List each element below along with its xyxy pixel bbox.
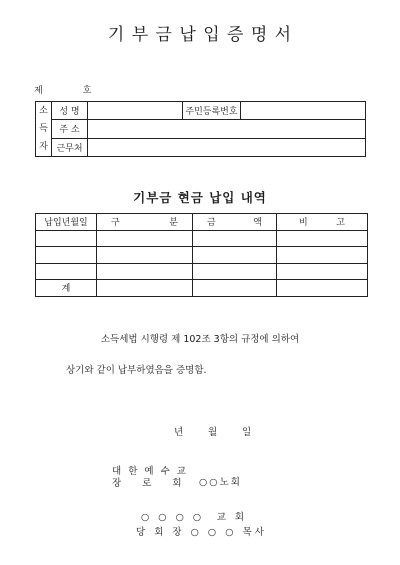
date-month-label: 월 xyxy=(208,427,218,438)
side-label-char: 득 xyxy=(39,123,48,134)
doc-number-suffix: 호 xyxy=(82,86,92,96)
cell-note xyxy=(277,263,368,280)
rrn-label: 주민등록번호 xyxy=(183,102,241,120)
address-value xyxy=(88,120,366,138)
taxpayer-row-workplace xyxy=(36,138,366,156)
taxpayer-row-address xyxy=(36,120,366,138)
table-row xyxy=(36,230,368,247)
taxpayer-side-label xyxy=(36,102,52,157)
header-note-char: 비 xyxy=(299,218,308,229)
workplace-label: 근무처 xyxy=(52,138,88,156)
taxpayer-row-name xyxy=(36,102,366,120)
cell-amount xyxy=(193,247,277,264)
session-chair-signature: 당 회 장 ○ ○ ○ 목사 xyxy=(136,527,267,538)
total-label: 계 xyxy=(36,280,97,297)
total-row xyxy=(36,280,368,297)
cell-amount xyxy=(193,230,277,247)
table-row xyxy=(36,247,368,264)
certification-line: 상기와 같이 납부하였음을 증명함. xyxy=(66,365,207,376)
name-value xyxy=(88,102,183,120)
organization-line-1: 대 한 예 수 교 xyxy=(112,466,188,477)
doc-number-prefix: 제 xyxy=(34,86,43,96)
header-amount-char: 액 xyxy=(253,218,262,229)
header-note xyxy=(277,214,368,231)
total-category xyxy=(97,280,193,297)
document-title: 기 부 금 납 입 증 명 서 xyxy=(107,25,293,45)
side-label-char: 자 xyxy=(39,141,48,152)
contribution-header-row xyxy=(36,214,368,231)
cell-note xyxy=(277,230,368,247)
cell-date xyxy=(36,230,97,247)
table-row xyxy=(36,263,368,280)
rrn-value xyxy=(241,102,366,120)
header-date: 납입년월일 xyxy=(36,214,97,231)
date-day-label: 일 xyxy=(242,427,252,438)
cell-category xyxy=(97,247,193,264)
section-title: 기부금 현금 납입 내역 xyxy=(133,190,267,205)
address-label: 주 소 xyxy=(52,120,88,138)
cell-date xyxy=(36,247,97,264)
signature-organization xyxy=(112,466,191,490)
cell-date xyxy=(36,263,97,280)
total-note xyxy=(277,280,368,297)
presbytery-name: ○○노회 xyxy=(199,477,242,488)
header-amount-char: 금 xyxy=(207,218,216,229)
church-name: ○ ○ ○ ○ 교 회 xyxy=(141,512,248,523)
header-amount xyxy=(193,214,277,231)
header-category-char: 분 xyxy=(169,218,178,229)
document-number xyxy=(34,83,91,96)
side-label-char: 소 xyxy=(39,105,48,116)
statute-line: 소득세법 시행령 제 102조 3항의 규정에 의하여 xyxy=(100,334,300,345)
workplace-value xyxy=(88,138,366,156)
taxpayer-info-table xyxy=(35,101,366,157)
header-category-char: 구 xyxy=(111,218,120,229)
cell-category xyxy=(97,263,193,280)
header-category xyxy=(97,214,193,231)
date-line xyxy=(174,424,276,438)
cell-category xyxy=(97,230,193,247)
cell-amount xyxy=(193,263,277,280)
name-label: 성 명 xyxy=(52,102,88,120)
header-note-char: 고 xyxy=(336,218,345,229)
total-amount xyxy=(193,280,277,297)
contribution-table xyxy=(35,213,368,297)
organization-line-2: 장 로 회 xyxy=(112,478,191,489)
cell-note xyxy=(277,247,368,264)
date-year-label: 년 xyxy=(174,427,184,438)
